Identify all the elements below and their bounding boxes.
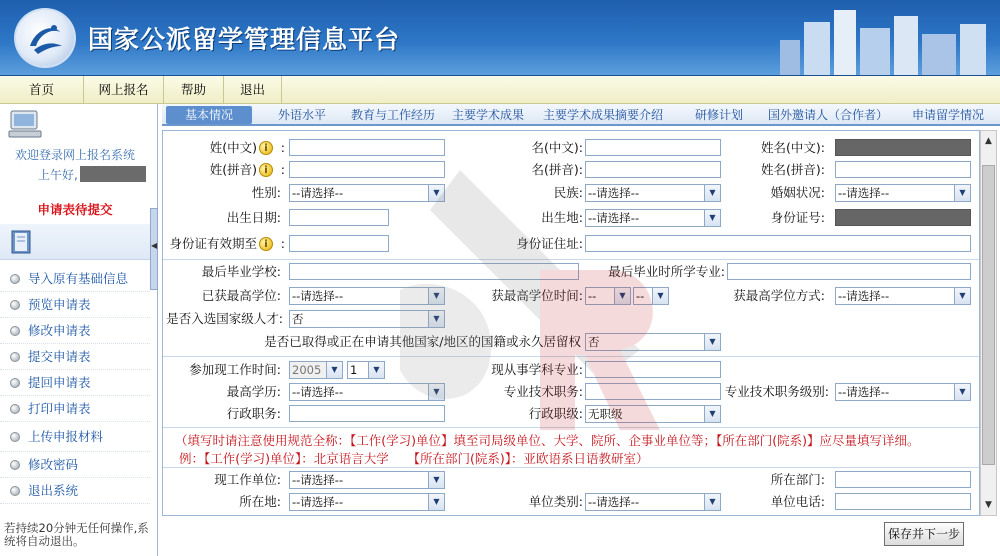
ethnicity-label: 民族: <box>553 185 583 200</box>
form-row <box>163 159 979 181</box>
select-value: 2005 <box>292 363 322 377</box>
select-value: 无职级 <box>588 407 623 421</box>
bullet-icon <box>10 300 20 310</box>
given-cn-input[interactable] <box>585 139 721 156</box>
work-unit-label: 现工作单位: <box>214 472 281 487</box>
highest-degree-select[interactable] <box>289 287 445 305</box>
birth-place-label: 出生地: <box>541 210 583 225</box>
chevron-down-icon: ▼ <box>368 362 384 378</box>
admin-level-label: 行政职级: <box>528 406 583 421</box>
user-name-redacted <box>80 166 146 182</box>
birth-place-select[interactable] <box>585 209 721 227</box>
degree-method-label: 获最高学位方式: <box>733 288 825 303</box>
fill-example-note: 例：【工作(学习)单位】：北京语言大学 【所在部门(院系)】：亚欧语系日语教研室） <box>179 451 649 466</box>
logo-icon <box>14 8 76 68</box>
chevron-down-icon: ▼ <box>704 494 720 510</box>
chevron-down-icon: ▼ <box>704 334 720 350</box>
given-cn-label: 名(中文): <box>531 140 583 155</box>
site-title: 国家公派留学管理信息平台 <box>88 25 401 54</box>
current-field-label: 现从事学科专业: <box>491 362 583 377</box>
work-start-month-select[interactable] <box>347 361 385 379</box>
form-row <box>163 207 979 229</box>
tab-study-plan[interactable]: 研修计划 <box>694 108 743 122</box>
welcome-text: 欢迎登录网上报名系统 <box>14 148 135 162</box>
chevron-down-icon: ▼ <box>428 494 444 510</box>
tab-achievements[interactable]: 主要学术成果 <box>451 108 524 122</box>
work-start-label: 参加现工作时间: <box>189 362 281 377</box>
marital-select[interactable] <box>835 184 971 202</box>
work-start-year-select[interactable] <box>289 361 343 379</box>
form-row <box>163 308 979 330</box>
chevron-down-icon[interactable]: ▼ <box>985 500 992 510</box>
basic-info-form <box>162 130 980 516</box>
chevron-down-icon: ▼ <box>428 311 444 327</box>
menu-change-password[interactable] <box>0 452 150 478</box>
surname-cn-label: 姓(中文) <box>209 140 257 155</box>
bottom-bar <box>162 518 1000 556</box>
select-value: 否 <box>588 335 600 349</box>
prof-title-label: 专业技术职务: <box>503 384 583 399</box>
bullet-icon <box>10 460 20 470</box>
menu-label: 退出系统 <box>28 483 79 498</box>
save-next-button[interactable]: 保存并下一步 <box>884 522 964 546</box>
info-icon[interactable]: i <box>259 163 273 177</box>
nav-home[interactable]: 首页 <box>0 76 84 104</box>
form-row <box>163 381 979 403</box>
sidebar <box>0 104 158 556</box>
menu-header <box>0 224 150 260</box>
section-divider <box>163 427 979 428</box>
bullet-icon <box>10 432 20 442</box>
menu-label: 修改密码 <box>28 457 79 472</box>
form-row <box>163 285 979 307</box>
tab-basic-info[interactable]: 基本情况 <box>166 106 252 124</box>
chevron-down-icon: ▼ <box>652 288 668 304</box>
bullet-icon <box>10 352 20 362</box>
last-school-input[interactable] <box>289 263 579 280</box>
form-scrollbar[interactable] <box>980 130 997 516</box>
unit-phone-label: 单位电话: <box>770 494 825 509</box>
ethnicity-select[interactable] <box>585 184 721 202</box>
admin-post-input[interactable] <box>289 405 445 422</box>
menu-print[interactable] <box>0 396 150 422</box>
department-label: 所在部门: <box>770 472 825 487</box>
last-major-input[interactable] <box>727 263 971 280</box>
id-addr-label: 身份证住址: <box>516 236 583 251</box>
id-no-label: 身份证号: <box>770 210 825 225</box>
birth-date-label: 出生日期: <box>226 210 281 225</box>
menu-label: 导入原有基础信息 <box>28 271 129 286</box>
select-value: --请选择-- <box>838 186 890 200</box>
chevron-left-icon: ◀ <box>151 241 158 250</box>
select-value: --请选择-- <box>838 289 890 303</box>
form-row <box>163 182 979 204</box>
tab-language[interactable]: 外语水平 <box>277 108 326 122</box>
info-icon[interactable]: i <box>259 141 273 155</box>
current-field-input[interactable] <box>585 361 721 378</box>
foreign-residence-label: 是否已取得或正在申请其他国家/地区的国籍或永久居留权 <box>264 334 581 349</box>
tab-education-work[interactable]: 教育与工作经历 <box>350 108 435 122</box>
select-value: --请选择-- <box>292 289 344 303</box>
last-major-label: 最后毕业时所学专业: <box>608 264 725 279</box>
top-nav <box>0 76 1000 104</box>
fullname-py-input[interactable] <box>835 161 971 178</box>
menu-preview[interactable] <box>0 292 150 318</box>
menu-label: 提回申请表 <box>28 375 91 390</box>
bullet-icon <box>10 486 20 496</box>
id-addr-input[interactable] <box>585 235 971 252</box>
tab-foreign-inviter[interactable]: 国外邀请人（合作者） <box>767 108 888 122</box>
fullname-py-label: 姓名(拼音): <box>761 162 825 177</box>
gender-select[interactable] <box>289 184 445 202</box>
colon-label: : <box>280 140 285 155</box>
unit-phone-input[interactable] <box>835 493 971 510</box>
skyline-graphic <box>760 0 1000 76</box>
chevron-down-icon: ▼ <box>428 185 444 201</box>
marital-label: 婚姻状况: <box>770 185 825 200</box>
chevron-down-icon: ▼ <box>954 288 970 304</box>
fullname-cn-input[interactable] <box>835 139 971 156</box>
national-talent-select[interactable] <box>289 310 445 328</box>
unit-type-label: 单位类别: <box>528 494 583 509</box>
select-value: --请选择-- <box>292 495 344 509</box>
chevron-down-icon: ▼ <box>704 210 720 226</box>
last-school-label: 最后毕业学校: <box>201 264 281 279</box>
birth-date-input[interactable] <box>289 209 389 226</box>
form-row <box>163 359 979 381</box>
form-row <box>163 331 979 353</box>
chevron-down-icon: ▼ <box>704 185 720 201</box>
section-divider <box>163 259 979 260</box>
section-divider <box>163 356 979 357</box>
chevron-down-icon: ▼ <box>428 472 444 488</box>
surname-py-label: 姓(拼音) <box>209 162 257 177</box>
nav-online-application[interactable]: 网上报名 <box>84 76 164 104</box>
menu-label: 预览申请表 <box>28 297 91 312</box>
menu-label: 提交申请表 <box>28 349 91 364</box>
admin-post-label: 行政职务: <box>226 406 281 421</box>
bullet-icon <box>10 378 20 388</box>
chevron-down-icon: ▼ <box>954 384 970 400</box>
menu-edit[interactable] <box>0 318 150 344</box>
section-divider <box>163 467 979 468</box>
chevron-up-icon[interactable]: ▲ <box>985 136 992 146</box>
nav-logout[interactable]: 退出 <box>224 76 282 104</box>
gender-label: 性别: <box>251 185 281 200</box>
sidebar-collapse-handle[interactable] <box>150 208 158 290</box>
colon-label: : <box>280 236 285 251</box>
select-value: -- <box>588 289 597 303</box>
prof-level-select[interactable] <box>835 383 971 401</box>
surname-cn-input[interactable] <box>289 139 445 156</box>
menu-submit[interactable] <box>0 344 150 370</box>
select-value: --请选择-- <box>588 186 640 200</box>
menu-withdraw[interactable] <box>0 370 150 396</box>
menu-label: 打印申请表 <box>28 401 91 416</box>
department-input[interactable] <box>835 471 971 488</box>
scroll-thumb[interactable] <box>982 165 995 465</box>
work-unit-select[interactable] <box>289 471 445 489</box>
nav-help[interactable]: 帮助 <box>164 76 224 104</box>
select-value: --请选择-- <box>292 473 344 487</box>
timeout-note: 若持续20分钟无任何操作,系统将自动退出。 <box>4 521 149 548</box>
form-row <box>163 469 979 491</box>
select-value: --请选择-- <box>588 495 640 509</box>
national-talent-label: 是否入选国家级人才: <box>166 311 283 326</box>
colon-label: : <box>280 162 285 177</box>
select-value: 1 <box>350 363 358 377</box>
form-row <box>163 261 979 283</box>
select-value: 否 <box>292 312 304 326</box>
select-value: --请选择-- <box>292 186 344 200</box>
site-header <box>0 0 1000 76</box>
computer-icon <box>8 110 42 138</box>
bullet-icon <box>10 404 20 414</box>
unit-type-select[interactable] <box>585 493 721 511</box>
fullname-cn-label: 姓名(中文): <box>761 140 825 155</box>
id-no-input[interactable] <box>835 209 971 226</box>
select-value: --请选择-- <box>292 385 344 399</box>
admin-level-select[interactable] <box>585 405 721 423</box>
highest-edu-select[interactable] <box>289 383 445 401</box>
greeting-text: 上午好, <box>38 168 78 182</box>
degree-year-select[interactable] <box>585 287 631 305</box>
given-py-input[interactable] <box>585 161 721 178</box>
bullet-icon <box>10 274 20 284</box>
highest-degree-label: 已获最高学位: <box>201 288 281 303</box>
welcome-box <box>0 104 150 217</box>
id-valid-input[interactable] <box>289 235 389 252</box>
form-row <box>163 233 979 255</box>
chevron-down-icon: ▼ <box>614 288 630 304</box>
menu-import-info[interactable] <box>0 266 150 292</box>
fill-instruction-note: （填写时请注意使用规范全称：【工作(学习)单位】填至司局级单位、大学、院所、企事业单位等；【所在部门(院系)】应尽量填写详细。 <box>175 433 920 448</box>
application-status: 申请表待提交 <box>37 202 113 217</box>
location-select[interactable] <box>289 493 445 511</box>
foreign-residence-select[interactable] <box>585 333 721 351</box>
form-row <box>163 491 979 513</box>
bullet-icon <box>10 326 20 336</box>
menu-upload[interactable] <box>0 422 150 452</box>
prof-title-input[interactable] <box>585 383 721 400</box>
given-py-label: 名(拼音): <box>531 162 583 177</box>
form-tabs <box>162 104 1000 126</box>
menu-label: 上传申报材料 <box>28 429 104 444</box>
chevron-down-icon: ▼ <box>326 362 342 378</box>
form-row <box>163 137 979 159</box>
surname-py-input[interactable] <box>289 161 445 178</box>
chevron-down-icon: ▼ <box>428 384 444 400</box>
degree-method-select[interactable] <box>835 287 971 305</box>
select-value: -- <box>636 289 645 303</box>
degree-time-label: 获最高学位时间: <box>491 288 583 303</box>
info-icon[interactable]: i <box>259 237 273 251</box>
select-value: --请选择-- <box>838 385 890 399</box>
menu-label: 修改申请表 <box>28 323 91 338</box>
sidebar-menu <box>0 266 150 504</box>
prof-level-label: 专业技术职务级别: <box>724 384 829 399</box>
chevron-down-icon: ▼ <box>428 288 444 304</box>
form-row <box>163 403 979 425</box>
chevron-down-icon: ▼ <box>704 406 720 422</box>
tab-study-abroad[interactable]: 申请留学情况 <box>911 108 984 122</box>
tab-achievement-summary[interactable]: 主要学术成果摘要介绍 <box>542 108 663 122</box>
id-valid-label: 身份证有效期至 <box>169 236 257 251</box>
chevron-down-icon: ▼ <box>954 185 970 201</box>
select-value: --请选择-- <box>588 211 640 225</box>
location-label: 所在地: <box>239 494 281 509</box>
book-icon <box>8 228 36 256</box>
menu-logout[interactable] <box>0 478 150 504</box>
degree-month-select[interactable] <box>633 287 669 305</box>
highest-edu-label: 最高学历: <box>226 384 281 399</box>
